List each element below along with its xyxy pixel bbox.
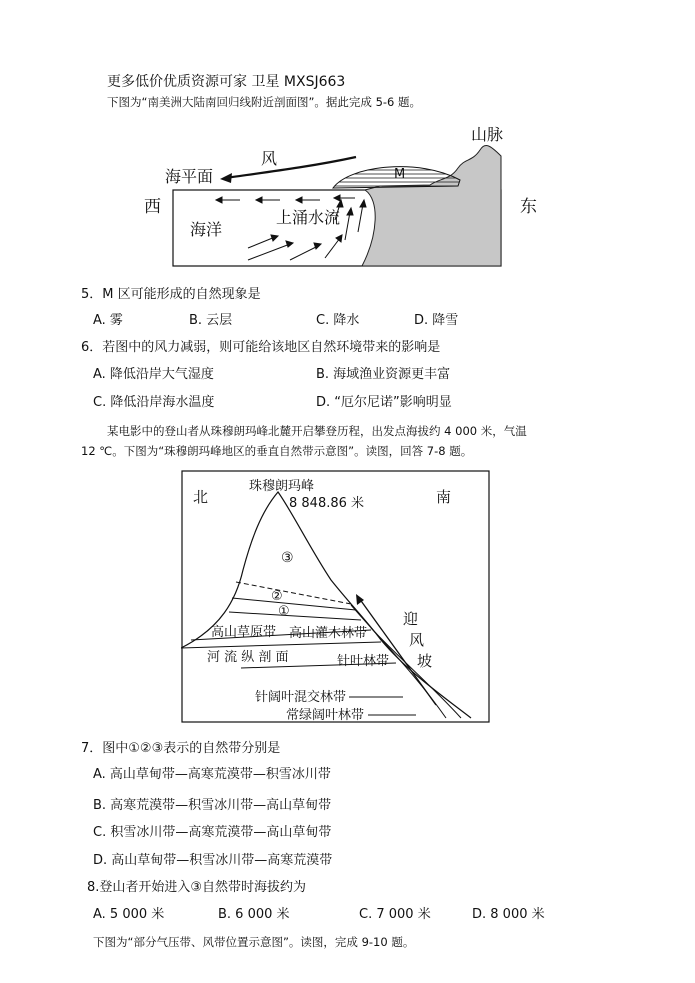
m-label: M bbox=[394, 167, 406, 182]
intro-7-8-line1: 某电影中的登山者从珠穆朗玛峰北麓开启攀登历程，出发点海拔约 4 000 米，气温 bbox=[107, 424, 527, 438]
north-label: 北 bbox=[193, 488, 209, 506]
q7-option-c: C. 积雪冰川带—高寒荒漠带—高山草甸带 bbox=[93, 825, 332, 840]
intro-9-10: 下图为“部分气压带、风带位置示意图”。读图，完成 9-10 题。 bbox=[93, 935, 415, 949]
q7-stem: 7．图中①②③表示的自然带分别是 bbox=[81, 741, 281, 756]
q7-option-d: D. 高山草甸带—积雪冰川带—高寒荒漠带 bbox=[93, 853, 333, 868]
zone-2-marker: ② bbox=[271, 589, 283, 604]
q8-option-d: D. 8 000 米 bbox=[472, 907, 545, 922]
q6-option-a: A. 降低沿岸大气湿度 bbox=[93, 367, 214, 382]
q6-stem: 6．若图中的风力减弱，则可能给该地区自然环境带来的影响是 bbox=[81, 340, 441, 355]
zone-1-marker: ① bbox=[278, 604, 290, 619]
sea-level-label: 海平面 bbox=[165, 167, 214, 186]
upwelling-label: 上涌水流 bbox=[276, 208, 341, 227]
q5-option-a: A. 雾 bbox=[93, 313, 123, 328]
surface-current-arrows bbox=[216, 195, 355, 203]
q6-option-b: B. 海域渔业资源更丰富 bbox=[316, 367, 451, 382]
evergreen-label: 常绿阔叶林带 bbox=[286, 708, 365, 723]
q5-option-b: B. 云层 bbox=[189, 313, 233, 328]
mountains-label: 山脉 bbox=[471, 125, 504, 144]
alpine-shrub-label: 高山灌木林带 bbox=[289, 626, 368, 641]
q8-option-b: B. 6 000 米 bbox=[218, 907, 290, 922]
wind-arrow bbox=[225, 157, 356, 178]
q6-option-c: C. 降低沿岸海水温度 bbox=[93, 395, 215, 410]
q8-option-c: C. 7 000 米 bbox=[359, 907, 431, 922]
south-label: 南 bbox=[436, 488, 452, 506]
q8-option-a: A. 5 000 米 bbox=[93, 907, 165, 922]
windward-2: 风 bbox=[409, 631, 425, 649]
q8-stem: 8.登山者开始进入③自然带时海拔约为 bbox=[87, 880, 307, 895]
peak-height: 8 848.86 米 bbox=[289, 496, 365, 511]
mixed-forest-label: 针阔叶混交林带 bbox=[255, 690, 347, 705]
conifer-label: 针叶林带 bbox=[337, 654, 390, 669]
q5-stem: 5．M 区可能形成的自然现象是 bbox=[81, 287, 261, 302]
intro-7-8-line2: 12 ℃。下图为“珠穆朗玛峰地区的垂直自然带示意图”。读图，回答 7-8 题。 bbox=[81, 444, 473, 458]
q7-option-b: B. 高寒荒漠带—积雪冰川带—高山草甸带 bbox=[93, 798, 332, 813]
east-label: 东 bbox=[520, 197, 537, 217]
q6-option-d: D. “厄尔尼诺”影响明显 bbox=[316, 395, 452, 410]
ocean-label: 海洋 bbox=[190, 220, 223, 239]
q5-option-c: C. 降水 bbox=[316, 313, 360, 328]
figure-south-america-profile bbox=[140, 120, 560, 270]
river-profile-label: 河 流 纵 剖 面 bbox=[207, 650, 289, 665]
wind-label: 风 bbox=[261, 149, 278, 168]
q7-option-a: A. 高山草甸带—高寒荒漠带—积雪冰川带 bbox=[93, 767, 331, 782]
windward-1: 迎 bbox=[403, 610, 419, 628]
windward-3: 坡 bbox=[417, 652, 433, 670]
figure-everest-zones bbox=[181, 470, 491, 724]
west-label: 西 bbox=[144, 197, 161, 217]
q5-option-d: D. 降雪 bbox=[414, 313, 459, 328]
zone-3-marker: ③ bbox=[281, 550, 294, 566]
land-mass bbox=[362, 145, 501, 266]
alpine-meadow-label: 高山草原带 bbox=[211, 625, 277, 640]
peak-name: 珠穆朗玛峰 bbox=[249, 479, 315, 494]
intro-5-6: 下图为“南美洲大陆南回归线附近剖面图”。据此完成 5-6 题。 bbox=[107, 95, 422, 109]
header-line: 更多低价优质资源可家 卫星 MXSJ663 bbox=[107, 74, 346, 90]
